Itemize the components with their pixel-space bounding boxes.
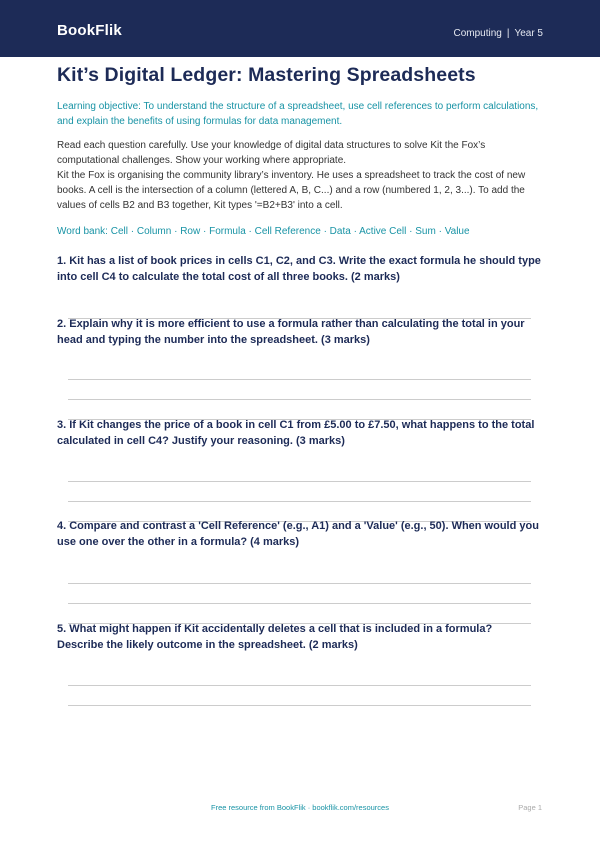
- brand-logo-text: BookFlik: [57, 22, 122, 39]
- answer-line[interactable]: [68, 603, 531, 604]
- worksheet-title: Kit’s Digital Ledger: Mastering Spreadsheets: [57, 64, 476, 86]
- answer-line[interactable]: [68, 399, 531, 400]
- answer-line[interactable]: [68, 481, 531, 482]
- answer-line[interactable]: [68, 705, 531, 706]
- answer-line[interactable]: [68, 583, 531, 584]
- course-meta: [453, 28, 543, 39]
- question-2: 2. Explain why it is more efficient to use a formula rather than calculating the total in your head and typing the number into the spreadsheet. (3 marks): [57, 318, 525, 346]
- instructions-paragraph: Read each question carefully. Use your knowledge of digital data structures to solve Kit the Fox’s computational challenges. Show your working where appropriate.: [57, 140, 486, 166]
- question-4: 4. Compare and contrast a 'Cell Reference' (e.g., A1) and a 'Value' (e.g., 50). When would you use one over the other in a formula? (4 marks): [57, 520, 539, 548]
- subject-label: Computing: [453, 28, 502, 39]
- question-5: 5. What might happen if Kit accidentally deletes a cell that is included in a formula? Describe the likely outcome in the spreadsheet. (2 marks): [57, 623, 493, 651]
- word-bank: Word bank: Cell · Column · Row · Formula · Cell Reference · Data · Active Cell · Sum · Value: [57, 226, 470, 237]
- page-header: [0, 0, 600, 57]
- answer-line[interactable]: [68, 379, 531, 380]
- context-paragraph: Kit the Fox is organising the community library’s inventory. He uses a spreadsheet to track the cost of new books. A cell is the intersection of a column (lettered A, B, C...) and a row (numbered 1, 2, 3...). To add the values of cells B2 and B3 together, Kit types '=B2+B3' into a cell.: [57, 170, 526, 211]
- question-1: 1. Kit has a list of book prices in cells C1, C2, and C3. Write the exact formula he should type into cell C4 to calculate the total cost of all three books. (2 marks): [57, 255, 541, 283]
- learning-objective: Learning objective: To understand the structure of a spreadsheet, use cell references to perform calculations, and explain the benefits of using formulas for data management.: [57, 101, 539, 127]
- question-3: 3. If Kit changes the price of a book in cell C1 from £5.00 to £7.50, what happens to the total calculated in cell C4? Justify your reasoning. (3 marks): [57, 419, 535, 447]
- meta-separator: |: [506, 28, 510, 39]
- answer-line[interactable]: [68, 685, 531, 686]
- answer-line[interactable]: [68, 501, 531, 502]
- year-label: Year 5: [514, 28, 543, 39]
- page-number: Page 1: [518, 803, 542, 812]
- footer-link-text[interactable]: Free resource from BookFlik · bookflik.com/resources: [211, 803, 389, 812]
